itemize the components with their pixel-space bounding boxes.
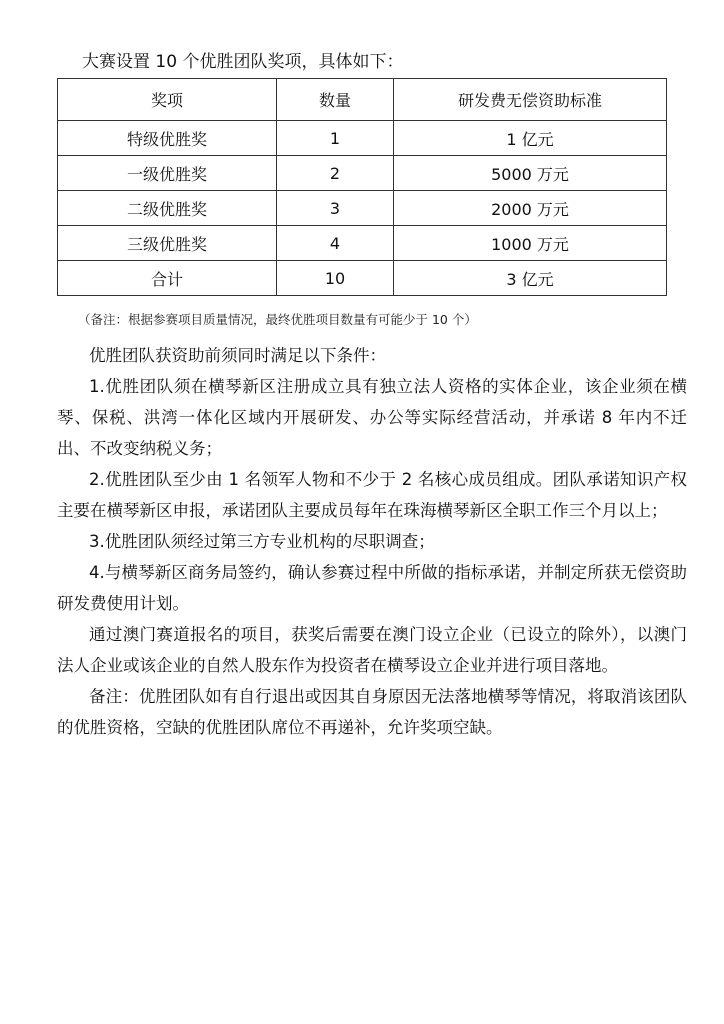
header-quantity: 数量 xyxy=(277,79,394,121)
cell-award: 特级优胜奖 xyxy=(58,121,277,156)
table-total-row xyxy=(58,261,667,296)
cell-funding: 3 亿元 xyxy=(394,261,667,296)
cell-quantity: 4 xyxy=(277,226,394,261)
conditions-intro: 优胜团队获资助前须同时满足以下条件： xyxy=(89,346,386,365)
table-row xyxy=(58,191,667,226)
cell-funding: 1 亿元 xyxy=(394,121,667,156)
condition-4: 4.与横琴新区商务局签约，确认参赛过程中所做的指标承诺，并制定所获无偿资助研发费使用计划。 xyxy=(57,563,687,613)
condition-1: 1.优胜团队须在横琴新区注册成立具有独立法人资格的实体企业，该企业须在横琴、保税、洪湾一体化区域内开展研发、办公等实际经营活动，并承诺 8 年内不迁出、不改变纳税义务； xyxy=(57,377,687,458)
cell-funding: 5000 万元 xyxy=(394,156,667,191)
cell-funding: 1000 万元 xyxy=(394,226,667,261)
cell-quantity: 2 xyxy=(277,156,394,191)
cell-award: 一级优胜奖 xyxy=(58,156,277,191)
intro-text: 大赛设置 10 个优胜团队奖项，具体如下： xyxy=(82,52,404,72)
cell-quantity: 1 xyxy=(277,121,394,156)
cell-award: 合计 xyxy=(58,261,277,296)
condition-2: 2.优胜团队至少由 1 名领军人物和不少于 2 名核心成员组成。团队承诺知识产权主要在横琴新区申报，承诺团队主要成员每年在珠海横琴新区全职工作三个月以上； xyxy=(57,470,687,520)
table-note: （备注：根据参赛项目质量情况，最终优胜项目数量有可能少于 10 个） xyxy=(78,312,477,327)
table-row xyxy=(58,226,667,261)
cell-quantity: 3 xyxy=(277,191,394,226)
header-funding-standard: 研发费无偿资助标准 xyxy=(394,79,667,121)
cell-award: 二级优胜奖 xyxy=(58,191,277,226)
table-row xyxy=(58,121,667,156)
conditions-section xyxy=(57,340,687,743)
cell-funding: 2000 万元 xyxy=(394,191,667,226)
award-table xyxy=(57,78,667,296)
cell-award: 三级优胜奖 xyxy=(58,226,277,261)
table-header-row xyxy=(58,79,667,121)
remark-paragraph: 备注：优胜团队如有自行退出或因其自身原因无法落地横琴等情况，将取消该团队的优胜资格，空缺的优胜团队席位不再递补，允许奖项空缺。 xyxy=(57,687,687,737)
table-row xyxy=(58,156,667,191)
condition-3: 3.优胜团队须经过第三方专业机构的尽职调查； xyxy=(89,532,435,551)
macau-track-paragraph: 通过澳门赛道报名的项目，获奖后需要在澳门设立企业（已设立的除外），以澳门法人企业或该企业的自然人股东作为投资者在横琴设立企业并进行项目落地。 xyxy=(57,625,687,675)
header-award: 奖项 xyxy=(58,79,277,121)
cell-quantity: 10 xyxy=(277,261,394,296)
